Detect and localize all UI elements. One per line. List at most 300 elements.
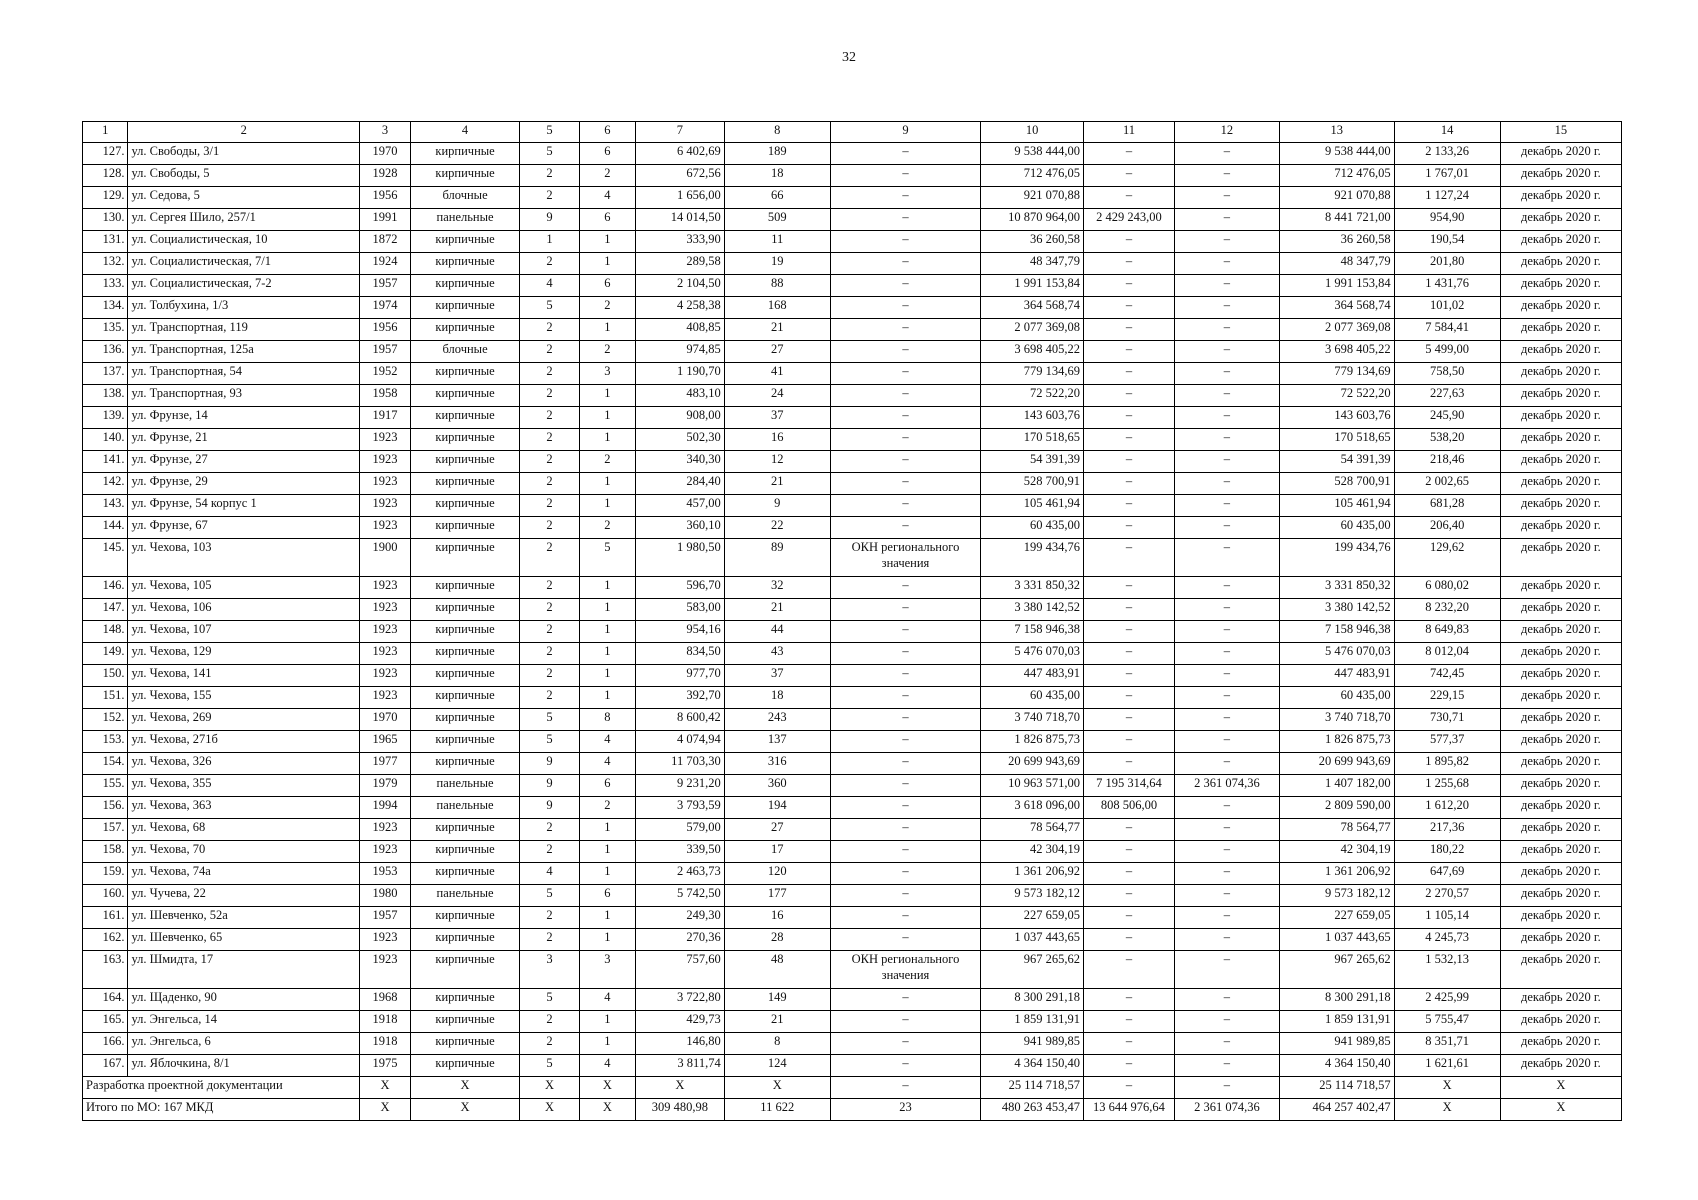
table-cell-col-14: 758,50 — [1394, 363, 1500, 385]
table-cell-col-14: 217,36 — [1394, 819, 1500, 841]
table-cell-col-3: 1923 — [360, 665, 411, 687]
table-cell-col-6: 8 — [579, 709, 635, 731]
table-cell-col-2: ул. Чехова, 326 — [128, 753, 360, 775]
table-cell-col-13: 1 826 875,73 — [1279, 731, 1394, 753]
table-cell-col-5: 2 — [520, 451, 580, 473]
table-cell-col-2: ул. Чехова, 103 — [128, 539, 360, 577]
table-cell-col-1: 154. — [83, 753, 128, 775]
summary-cell: 13 644 976,64 — [1084, 1099, 1175, 1121]
table-cell-col-1: 146. — [83, 577, 128, 599]
table-row — [83, 687, 1622, 709]
table-cell-col-15: декабрь 2020 г. — [1500, 1011, 1621, 1033]
table-cell-col-8: 18 — [724, 165, 830, 187]
table-cell-col-1: 138. — [83, 385, 128, 407]
table-cell-col-6: 2 — [579, 451, 635, 473]
table-cell-col-15: декабрь 2020 г. — [1500, 819, 1621, 841]
table-cell-col-6: 5 — [579, 539, 635, 577]
table-cell-col-5: 2 — [520, 407, 580, 429]
table-cell-col-10: 5 476 070,03 — [981, 643, 1084, 665]
summary-cell: X — [520, 1099, 580, 1121]
table-cell-col-2: ул. Шевченко, 52а — [128, 907, 360, 929]
column-header-12: 12 — [1174, 122, 1279, 143]
table-cell-col-13: 2 809 590,00 — [1279, 797, 1394, 819]
table-cell-col-1: 147. — [83, 599, 128, 621]
table-row — [83, 451, 1622, 473]
table-cell-col-15: декабрь 2020 г. — [1500, 517, 1621, 539]
table-cell-col-6: 1 — [579, 643, 635, 665]
column-header-15: 15 — [1500, 122, 1621, 143]
table-row — [83, 775, 1622, 797]
table-cell-col-12: – — [1174, 951, 1279, 989]
table-cell-col-5: 9 — [520, 797, 580, 819]
table-cell-col-1: 155. — [83, 775, 128, 797]
table-cell-col-9: – — [830, 209, 980, 231]
table-cell-col-6: 1 — [579, 407, 635, 429]
table-row — [83, 819, 1622, 841]
table-cell-col-13: 78 564,77 — [1279, 819, 1394, 841]
table-cell-col-2: ул. Фрунзе, 54 корпус 1 — [128, 495, 360, 517]
table-cell-col-13: 3 331 850,32 — [1279, 577, 1394, 599]
table-cell-col-10: 528 700,91 — [981, 473, 1084, 495]
table-cell-col-14: 1 431,76 — [1394, 275, 1500, 297]
table-cell-col-7: 954,16 — [635, 621, 724, 643]
table-cell-col-2: ул. Чехова, 355 — [128, 775, 360, 797]
table-row — [83, 297, 1622, 319]
table-cell-col-5: 2 — [520, 539, 580, 577]
table-cell-col-11: – — [1084, 687, 1175, 709]
table-cell-col-14: 7 584,41 — [1394, 319, 1500, 341]
table-cell-col-7: 977,70 — [635, 665, 724, 687]
table-cell-col-8: 89 — [724, 539, 830, 577]
table-cell-col-4: кирпичные — [410, 319, 519, 341]
column-header-11: 11 — [1084, 122, 1175, 143]
table-cell-col-14: 5 755,47 — [1394, 1011, 1500, 1033]
table-cell-col-15: декабрь 2020 г. — [1500, 643, 1621, 665]
table-cell-col-15: декабрь 2020 г. — [1500, 341, 1621, 363]
table-cell-col-15: декабрь 2020 г. — [1500, 363, 1621, 385]
table-cell-col-8: 509 — [724, 209, 830, 231]
table-cell-col-3: 1968 — [360, 989, 411, 1011]
table-cell-col-7: 270,36 — [635, 929, 724, 951]
table-cell-col-14: 2 002,65 — [1394, 473, 1500, 495]
table-cell-col-9: – — [830, 577, 980, 599]
table-cell-col-1: 135. — [83, 319, 128, 341]
table-cell-col-14: 1 127,24 — [1394, 187, 1500, 209]
table-cell-col-14: 1 767,01 — [1394, 165, 1500, 187]
table-cell-col-1: 127. — [83, 143, 128, 165]
table-cell-col-14: 227,63 — [1394, 385, 1500, 407]
table-row — [83, 753, 1622, 775]
table-cell-col-4: кирпичные — [410, 1055, 519, 1077]
table-cell-col-15: декабрь 2020 г. — [1500, 165, 1621, 187]
table-cell-col-5: 3 — [520, 951, 580, 989]
table-cell-col-15: декабрь 2020 г. — [1500, 929, 1621, 951]
table-cell-col-11: – — [1084, 253, 1175, 275]
table-cell-col-12: – — [1174, 1011, 1279, 1033]
table-cell-col-12: – — [1174, 429, 1279, 451]
table-cell-col-1: 153. — [83, 731, 128, 753]
table-cell-col-7: 14 014,50 — [635, 209, 724, 231]
table-cell-col-9: – — [830, 429, 980, 451]
table-cell-col-2: ул. Чехова, 70 — [128, 841, 360, 863]
table-cell-col-9: – — [830, 819, 980, 841]
summary-cell: X — [1500, 1099, 1621, 1121]
table-cell-col-8: 124 — [724, 1055, 830, 1077]
table-cell-col-2: ул. Щаденко, 90 — [128, 989, 360, 1011]
table-cell-col-8: 44 — [724, 621, 830, 643]
summary-cell: X — [410, 1099, 519, 1121]
table-cell-col-14: 190,54 — [1394, 231, 1500, 253]
table-cell-col-4: кирпичные — [410, 687, 519, 709]
table-cell-col-11: – — [1084, 907, 1175, 929]
table-cell-col-12: – — [1174, 687, 1279, 709]
table-cell-col-14: 8 649,83 — [1394, 621, 1500, 643]
table-cell-col-15: декабрь 2020 г. — [1500, 1033, 1621, 1055]
table-cell-col-15: декабрь 2020 г. — [1500, 775, 1621, 797]
table-cell-col-1: 131. — [83, 231, 128, 253]
table-cell-col-13: 1 859 131,91 — [1279, 1011, 1394, 1033]
table-cell-col-7: 579,00 — [635, 819, 724, 841]
table-cell-col-8: 149 — [724, 989, 830, 1011]
table-cell-col-7: 4 074,94 — [635, 731, 724, 753]
table-cell-col-11: – — [1084, 929, 1175, 951]
table-cell-col-9: ОКН регионального значения — [830, 951, 980, 989]
table-cell-col-5: 2 — [520, 517, 580, 539]
table-cell-col-8: 32 — [724, 577, 830, 599]
table-cell-col-8: 243 — [724, 709, 830, 731]
table-cell-col-6: 6 — [579, 143, 635, 165]
table-cell-col-10: 3 331 850,32 — [981, 577, 1084, 599]
table-cell-col-9: – — [830, 143, 980, 165]
table-cell-col-15: декабрь 2020 г. — [1500, 951, 1621, 989]
table-cell-col-9: – — [830, 885, 980, 907]
table-cell-col-4: кирпичные — [410, 539, 519, 577]
table-cell-col-4: кирпичные — [410, 407, 519, 429]
table-cell-col-15: декабрь 2020 г. — [1500, 495, 1621, 517]
table-cell-col-15: декабрь 2020 г. — [1500, 709, 1621, 731]
table-cell-col-8: 16 — [724, 907, 830, 929]
table-cell-col-8: 316 — [724, 753, 830, 775]
table-cell-col-9: – — [830, 495, 980, 517]
table-cell-col-4: кирпичные — [410, 385, 519, 407]
table-cell-col-9: – — [830, 319, 980, 341]
table-cell-col-8: 27 — [724, 819, 830, 841]
table-cell-col-9: ОКН регионального значения — [830, 539, 980, 577]
column-header-9: 9 — [830, 122, 980, 143]
table-cell-col-13: 8 441 721,00 — [1279, 209, 1394, 231]
table-cell-col-15: декабрь 2020 г. — [1500, 863, 1621, 885]
table-cell-col-2: ул. Шевченко, 65 — [128, 929, 360, 951]
table-cell-col-11: – — [1084, 819, 1175, 841]
table-row — [83, 577, 1622, 599]
table-cell-col-3: 1923 — [360, 687, 411, 709]
table-cell-col-2: ул. Чехова, 105 — [128, 577, 360, 599]
table-cell-col-3: 1956 — [360, 187, 411, 209]
table-cell-col-5: 5 — [520, 1055, 580, 1077]
table-cell-col-6: 1 — [579, 1011, 635, 1033]
table-cell-col-9: – — [830, 1033, 980, 1055]
table-cell-col-11: – — [1084, 407, 1175, 429]
table-cell-col-7: 249,30 — [635, 907, 724, 929]
table-cell-col-15: декабрь 2020 г. — [1500, 473, 1621, 495]
table-cell-col-13: 9 538 444,00 — [1279, 143, 1394, 165]
table-cell-col-1: 130. — [83, 209, 128, 231]
table-cell-col-12: – — [1174, 165, 1279, 187]
table-row — [83, 319, 1622, 341]
table-cell-col-6: 3 — [579, 363, 635, 385]
table-cell-col-9: – — [830, 989, 980, 1011]
table-cell-col-6: 1 — [579, 319, 635, 341]
table-cell-col-15: декабрь 2020 г. — [1500, 231, 1621, 253]
table-cell-col-2: ул. Фрунзе, 67 — [128, 517, 360, 539]
table-cell-col-12: – — [1174, 621, 1279, 643]
table-cell-col-15: декабрь 2020 г. — [1500, 143, 1621, 165]
table-cell-col-11: – — [1084, 885, 1175, 907]
table-cell-col-4: кирпичные — [410, 665, 519, 687]
summary-cell: 25 114 718,57 — [1279, 1077, 1394, 1099]
table-cell-col-7: 1 190,70 — [635, 363, 724, 385]
table-cell-col-7: 8 600,42 — [635, 709, 724, 731]
summary-cell: X — [520, 1077, 580, 1099]
table-cell-col-10: 941 989,85 — [981, 1033, 1084, 1055]
table-cell-col-13: 105 461,94 — [1279, 495, 1394, 517]
summary-cell: X — [1394, 1099, 1500, 1121]
table-row — [83, 253, 1622, 275]
table-cell-col-6: 4 — [579, 753, 635, 775]
table-cell-col-10: 20 699 943,69 — [981, 753, 1084, 775]
table-cell-col-4: кирпичные — [410, 819, 519, 841]
table-cell-col-10: 3 740 718,70 — [981, 709, 1084, 731]
table-row — [83, 841, 1622, 863]
table-cell-col-7: 339,50 — [635, 841, 724, 863]
table-cell-col-12: – — [1174, 1033, 1279, 1055]
column-header-3: 3 — [360, 122, 411, 143]
table-cell-col-12: – — [1174, 577, 1279, 599]
table-cell-col-2: ул. Сергея Шило, 257/1 — [128, 209, 360, 231]
table-cell-col-14: 742,45 — [1394, 665, 1500, 687]
table-cell-col-4: кирпичные — [410, 599, 519, 621]
table-cell-col-12: – — [1174, 385, 1279, 407]
table-cell-col-13: 143 603,76 — [1279, 407, 1394, 429]
table-cell-col-3: 1923 — [360, 621, 411, 643]
table-cell-col-4: кирпичные — [410, 929, 519, 951]
table-cell-col-15: декабрь 2020 г. — [1500, 385, 1621, 407]
table-cell-col-3: 1923 — [360, 599, 411, 621]
table-cell-col-3: 1957 — [360, 341, 411, 363]
table-row — [83, 341, 1622, 363]
table-cell-col-12: – — [1174, 143, 1279, 165]
table-cell-col-14: 229,15 — [1394, 687, 1500, 709]
table-cell-col-13: 1 991 153,84 — [1279, 275, 1394, 297]
table-cell-col-5: 5 — [520, 731, 580, 753]
table-cell-col-2: ул. Транспортная, 93 — [128, 385, 360, 407]
table-cell-col-11: – — [1084, 753, 1175, 775]
table-cell-col-12: – — [1174, 473, 1279, 495]
table-cell-col-5: 2 — [520, 187, 580, 209]
table-cell-col-6: 1 — [579, 1033, 635, 1055]
table-cell-col-14: 129,62 — [1394, 539, 1500, 577]
table-cell-col-4: кирпичные — [410, 231, 519, 253]
table-cell-col-2: ул. Чехова, 271б — [128, 731, 360, 753]
table-cell-col-3: 1957 — [360, 907, 411, 929]
table-cell-col-1: 139. — [83, 407, 128, 429]
table-cell-col-10: 10 870 964,00 — [981, 209, 1084, 231]
table-cell-col-7: 9 231,20 — [635, 775, 724, 797]
table-cell-col-5: 2 — [520, 495, 580, 517]
table-cell-col-1: 167. — [83, 1055, 128, 1077]
table-cell-col-12: – — [1174, 363, 1279, 385]
table-cell-col-9: – — [830, 473, 980, 495]
table-cell-col-2: ул. Чехова, 107 — [128, 621, 360, 643]
table-cell-col-10: 967 265,62 — [981, 951, 1084, 989]
table-cell-col-4: кирпичные — [410, 951, 519, 989]
table-cell-col-8: 21 — [724, 599, 830, 621]
table-cell-col-10: 779 134,69 — [981, 363, 1084, 385]
table-cell-col-6: 1 — [579, 385, 635, 407]
table-cell-col-4: блочные — [410, 341, 519, 363]
table-row — [83, 231, 1622, 253]
table-row — [83, 731, 1622, 753]
table-cell-col-7: 429,73 — [635, 1011, 724, 1033]
table-cell-col-5: 2 — [520, 429, 580, 451]
table-cell-col-7: 2 463,73 — [635, 863, 724, 885]
table-cell-col-4: панельные — [410, 797, 519, 819]
table-cell-col-13: 4 364 150,40 — [1279, 1055, 1394, 1077]
table-row — [83, 1011, 1622, 1033]
table-cell-col-3: 1923 — [360, 495, 411, 517]
table-cell-col-5: 5 — [520, 885, 580, 907]
table-cell-col-9: – — [830, 863, 980, 885]
table-row — [83, 275, 1622, 297]
table-cell-col-6: 1 — [579, 621, 635, 643]
table-cell-col-11: – — [1084, 989, 1175, 1011]
table-cell-col-3: 1918 — [360, 1011, 411, 1033]
page-number: 32 — [842, 50, 856, 65]
table-cell-col-7: 3 722,80 — [635, 989, 724, 1011]
table-cell-col-6: 2 — [579, 297, 635, 319]
table-cell-col-7: 974,85 — [635, 341, 724, 363]
table-cell-col-4: кирпичные — [410, 709, 519, 731]
table-row — [83, 209, 1622, 231]
table-row — [83, 473, 1622, 495]
table-cell-col-3: 1923 — [360, 577, 411, 599]
table-cell-col-3: 1970 — [360, 709, 411, 731]
table-cell-col-15: декабрь 2020 г. — [1500, 319, 1621, 341]
table-cell-col-4: кирпичные — [410, 841, 519, 863]
table-cell-col-3: 1980 — [360, 885, 411, 907]
table-cell-col-4: кирпичные — [410, 621, 519, 643]
table-cell-col-9: – — [830, 907, 980, 929]
table-cell-col-1: 166. — [83, 1033, 128, 1055]
table-cell-col-5: 2 — [520, 665, 580, 687]
table-cell-col-9: – — [830, 187, 980, 209]
table-body — [83, 143, 1622, 1121]
table-row — [83, 165, 1622, 187]
table-row — [83, 951, 1622, 989]
table-cell-col-5: 5 — [520, 143, 580, 165]
table-cell-col-11: – — [1084, 731, 1175, 753]
table-cell-col-12: – — [1174, 253, 1279, 275]
table-cell-col-5: 2 — [520, 907, 580, 929]
table-cell-col-11: – — [1084, 517, 1175, 539]
table-cell-col-6: 1 — [579, 495, 635, 517]
table-cell-col-11: – — [1084, 165, 1175, 187]
table-cell-col-14: 4 245,73 — [1394, 929, 1500, 951]
table-cell-col-14: 245,90 — [1394, 407, 1500, 429]
table-cell-col-3: 1974 — [360, 297, 411, 319]
column-header-6: 6 — [579, 122, 635, 143]
table-cell-col-11: 808 506,00 — [1084, 797, 1175, 819]
table-cell-col-3: 1957 — [360, 275, 411, 297]
table-cell-col-11: – — [1084, 319, 1175, 341]
table-cell-col-14: 101,02 — [1394, 297, 1500, 319]
table-cell-col-10: 72 522,20 — [981, 385, 1084, 407]
column-header-14: 14 — [1394, 122, 1500, 143]
table-cell-col-6: 1 — [579, 863, 635, 885]
table-cell-col-8: 21 — [724, 1011, 830, 1033]
table-cell-col-13: 20 699 943,69 — [1279, 753, 1394, 775]
table-cell-col-3: 1970 — [360, 143, 411, 165]
table-cell-col-5: 2 — [520, 1033, 580, 1055]
table-cell-col-11: – — [1084, 841, 1175, 863]
table-cell-col-13: 3 740 718,70 — [1279, 709, 1394, 731]
table-cell-col-6: 1 — [579, 929, 635, 951]
table-cell-col-5: 2 — [520, 577, 580, 599]
table-cell-col-12: – — [1174, 275, 1279, 297]
column-header-13: 13 — [1279, 122, 1394, 143]
table-cell-col-5: 5 — [520, 297, 580, 319]
table-cell-col-1: 151. — [83, 687, 128, 709]
table-cell-col-7: 4 258,38 — [635, 297, 724, 319]
summary-cell: X — [579, 1077, 635, 1099]
table-cell-col-5: 2 — [520, 341, 580, 363]
table-cell-col-8: 66 — [724, 187, 830, 209]
table-cell-col-8: 16 — [724, 429, 830, 451]
table-cell-col-5: 2 — [520, 599, 580, 621]
table-cell-col-3: 1900 — [360, 539, 411, 577]
table-row — [83, 885, 1622, 907]
table-cell-col-3: 1923 — [360, 951, 411, 989]
table-cell-col-8: 22 — [724, 517, 830, 539]
table-cell-col-14: 1 105,14 — [1394, 907, 1500, 929]
table-cell-col-7: 483,10 — [635, 385, 724, 407]
table-cell-col-1: 152. — [83, 709, 128, 731]
table-cell-col-15: декабрь 2020 г. — [1500, 885, 1621, 907]
table-cell-col-13: 199 434,76 — [1279, 539, 1394, 577]
table-cell-col-6: 1 — [579, 231, 635, 253]
table-cell-col-10: 199 434,76 — [981, 539, 1084, 577]
table-cell-col-6: 6 — [579, 885, 635, 907]
table-cell-col-6: 6 — [579, 775, 635, 797]
table-cell-col-15: декабрь 2020 г. — [1500, 841, 1621, 863]
table-cell-col-6: 3 — [579, 951, 635, 989]
table-cell-col-15: декабрь 2020 г. — [1500, 907, 1621, 929]
project-docs-row — [83, 1077, 1622, 1099]
table-cell-col-2: ул. Шмидта, 17 — [128, 951, 360, 989]
table-cell-col-4: кирпичные — [410, 863, 519, 885]
table-cell-col-12: – — [1174, 841, 1279, 863]
table-cell-col-12: – — [1174, 797, 1279, 819]
table-cell-col-2: ул. Чехова, 74а — [128, 863, 360, 885]
table-cell-col-9: – — [830, 275, 980, 297]
table-cell-col-12: – — [1174, 929, 1279, 951]
table-cell-col-11: – — [1084, 539, 1175, 577]
table-cell-col-8: 17 — [724, 841, 830, 863]
table-cell-col-3: 1923 — [360, 451, 411, 473]
table-cell-col-13: 3 380 142,52 — [1279, 599, 1394, 621]
table-cell-col-11: – — [1084, 231, 1175, 253]
table-cell-col-13: 9 573 182,12 — [1279, 885, 1394, 907]
